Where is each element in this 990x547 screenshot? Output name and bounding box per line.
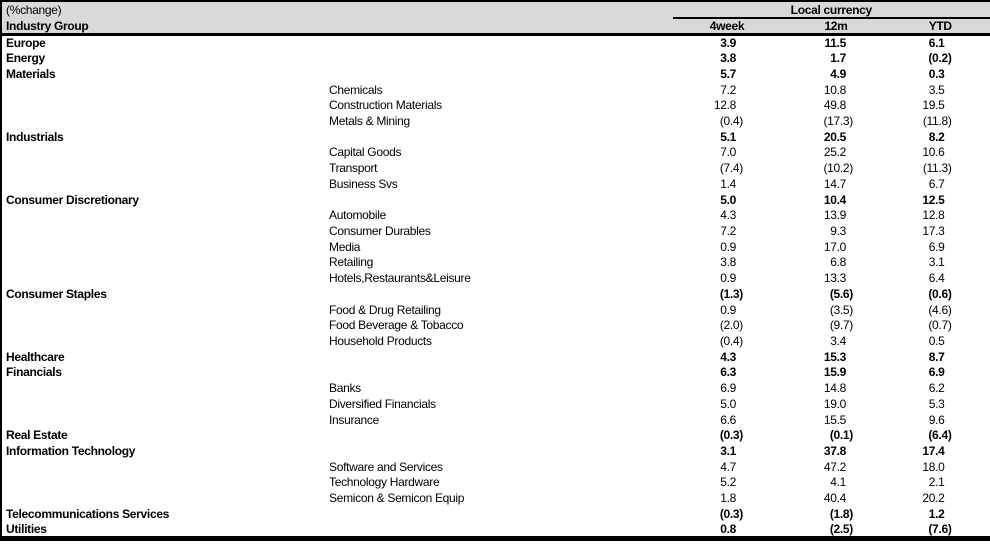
value-cell: 17.4 — [922, 444, 945, 459]
table-row — [1, 380, 990, 396]
value-cell: (0.4) — [719, 334, 743, 349]
table-row — [1, 50, 990, 66]
industry-group-cell — [1, 97, 323, 113]
value-cell: 4.9 — [830, 66, 846, 81]
value-cell: (7.4) — [719, 161, 743, 176]
value-cell: 0.9 — [720, 271, 736, 286]
value-cell: 11.5 — [824, 36, 846, 51]
value-cell: 15.9 — [823, 365, 846, 380]
table-row — [1, 66, 990, 82]
value-cell: 14.8 — [823, 381, 846, 396]
industry-group-cell — [1, 490, 323, 506]
sub-industry-cell — [323, 427, 673, 443]
industry-group-cell — [1, 82, 323, 98]
value-cell: (0.6) — [928, 286, 952, 301]
value-cell: 4.7 — [720, 459, 736, 474]
table-row — [1, 192, 990, 208]
sub-industry-cell — [323, 349, 673, 365]
table-row — [1, 35, 990, 51]
industry-group-cell: Utilities — [6, 521, 47, 536]
sub-industry-cell — [323, 522, 673, 539]
value-cell: 49.8 — [823, 98, 846, 113]
value-cell: 8.7 — [928, 349, 945, 364]
value-cell: 3.8 — [720, 51, 736, 66]
sub-industry-cell — [323, 286, 673, 302]
value-cell: 17.3 — [922, 223, 945, 238]
value-cell: 37.8 — [823, 444, 846, 459]
table-row — [1, 412, 990, 428]
sub-industry-cell — [323, 35, 673, 51]
industry-group-cell — [1, 160, 323, 176]
table-row — [1, 443, 990, 459]
value-cell: (1.3) — [719, 286, 743, 301]
value-cell: 3.5 — [928, 82, 945, 97]
sub-industry-cell — [323, 506, 673, 522]
sub-industry-cell: Metals & Mining — [329, 113, 410, 128]
sub-industry-cell: Transport — [329, 161, 378, 176]
sub-industry-cell — [323, 66, 673, 82]
value-cell: (0.3) — [719, 428, 743, 443]
percent-change-label: (%change) — [6, 3, 62, 17]
industry-group-cell — [1, 223, 323, 239]
value-cell: 25.2 — [823, 145, 846, 160]
value-cell: 6.9 — [720, 381, 736, 396]
industry-group-cell: Information Technology — [6, 444, 136, 459]
value-cell: (0.1) — [829, 428, 853, 443]
table-row — [1, 475, 990, 491]
value-cell: 0.8 — [720, 521, 736, 536]
value-cell: 4.3 — [720, 349, 736, 364]
value-cell: 5.3 — [928, 396, 945, 411]
sub-industry-cell: Food Beverage & Tobacco — [329, 318, 464, 333]
value-cell: (1.8) — [829, 506, 853, 521]
value-cell: 15.3 — [823, 349, 846, 364]
sub-industry-cell: Media — [329, 239, 361, 254]
value-cell: 10.6 — [922, 145, 945, 160]
table-row — [1, 239, 990, 255]
industry-group-cell — [1, 302, 323, 318]
sub-industry-cell — [323, 443, 673, 459]
currency-header-row — [1, 1, 990, 18]
sub-industry-cell — [323, 129, 673, 145]
table-row — [1, 427, 990, 443]
value-cell: 20.5 — [823, 129, 846, 144]
sub-industry-cell: Insurance — [329, 412, 379, 427]
value-cell: 6.2 — [928, 381, 945, 396]
table-row — [1, 349, 990, 365]
value-cell: 6.3 — [720, 365, 736, 380]
sub-industry-cell: Chemicals — [329, 82, 383, 97]
table-row — [1, 113, 990, 129]
value-cell: (0.7) — [928, 318, 952, 333]
value-cell: 6.8 — [830, 255, 846, 270]
industry-group-cell: Healthcare — [6, 349, 65, 364]
value-cell: (0.2) — [928, 51, 952, 66]
value-cell: 8.2 — [928, 129, 945, 144]
sub-industry-cell — [323, 192, 673, 208]
industry-group-cell — [1, 317, 323, 333]
value-cell: 4.3 — [720, 208, 736, 223]
industry-group-cell: Telecommunications Services — [6, 506, 170, 521]
table-row — [1, 223, 990, 239]
table-row — [1, 333, 990, 349]
sub-industry-cell: Automobile — [329, 208, 387, 223]
sub-industry-cell: Software and Services — [329, 459, 443, 474]
value-cell: 12.8 — [713, 98, 736, 113]
industry-group-cell — [1, 459, 323, 475]
value-cell: 3.1 — [720, 444, 736, 459]
table-row — [1, 396, 990, 412]
industry-group-cell — [1, 412, 323, 428]
value-cell: 47.2 — [823, 459, 846, 474]
sub-industry-cell: Construction Materials — [329, 98, 442, 113]
value-cell: 40.4 — [823, 491, 846, 506]
value-cell: 7.2 — [720, 223, 736, 238]
sub-industry-cell: Food & Drug Retailing — [329, 302, 441, 317]
table-row — [1, 82, 990, 98]
industry-group-cell: Industrials — [6, 129, 64, 144]
value-cell: 19.5 — [922, 98, 945, 113]
value-cell: 13.9 — [823, 208, 846, 223]
value-cell: 5.0 — [720, 192, 736, 207]
value-cell: 7.2 — [720, 82, 736, 97]
table-row — [1, 145, 990, 161]
value-cell: (7.6) — [928, 521, 952, 536]
value-cell: 20.2 — [922, 491, 945, 506]
industry-group-cell: Real Estate — [6, 428, 68, 443]
table-row — [1, 506, 990, 522]
value-cell: 10.8 — [823, 82, 846, 97]
table-body — [1, 35, 990, 539]
value-cell: 1.4 — [720, 176, 736, 191]
industry-group-cell — [1, 270, 323, 286]
table-row — [1, 160, 990, 176]
value-cell: (4.6) — [928, 302, 952, 317]
value-cell: 17.0 — [823, 239, 846, 254]
value-cell: 5.7 — [720, 66, 736, 81]
table-row — [1, 176, 990, 192]
industry-group-cell: Europe — [6, 36, 46, 51]
industry-group-cell — [1, 207, 323, 223]
value-cell: 4.1 — [830, 475, 846, 490]
industry-group-cell — [1, 333, 323, 349]
value-cell: 10.4 — [823, 192, 846, 207]
value-cell: 0.5 — [928, 334, 945, 349]
sub-industry-cell: Business Svs — [329, 176, 398, 191]
value-cell: (3.5) — [829, 302, 853, 317]
table-row — [1, 365, 990, 381]
table-row — [1, 207, 990, 223]
value-cell: (5.6) — [829, 286, 853, 301]
value-cell: 1.2 — [928, 506, 945, 521]
value-cell: 5.2 — [720, 475, 736, 490]
value-cell: 3.1 — [928, 255, 945, 270]
local-currency-header: Local currency — [673, 1, 990, 18]
column-header-ytd: YTD — [891, 18, 990, 35]
industry-group-cell: Consumer Discretionary — [6, 192, 139, 207]
sub-industry-cell: Banks — [329, 381, 361, 396]
column-header-12m: 12m — [781, 18, 891, 35]
value-cell: (17.3) — [823, 113, 853, 128]
value-cell: 9.6 — [928, 412, 945, 427]
value-cell: 1.8 — [720, 491, 736, 506]
value-cell: 6.7 — [928, 176, 945, 191]
table-row — [1, 255, 990, 271]
value-cell: 13.3 — [823, 271, 846, 286]
value-cell: 1.7 — [830, 51, 846, 66]
sub-industry-cell: Hotels,Restaurants&Leisure — [329, 271, 471, 286]
value-cell: 2.1 — [928, 475, 945, 490]
industry-group-cell: Energy — [6, 51, 45, 66]
value-cell: 6.9 — [928, 365, 945, 380]
sub-industry-cell: Consumer Durables — [329, 223, 431, 238]
industry-group-header: Industry Group — [1, 18, 673, 35]
value-cell: 15.5 — [823, 412, 846, 427]
table-row — [1, 459, 990, 475]
table-header — [1, 1, 990, 35]
value-cell: 3.8 — [720, 255, 736, 270]
value-cell: 0.9 — [720, 239, 736, 254]
value-cell: 7.0 — [720, 145, 736, 160]
sub-industry-cell: Household Products — [329, 334, 432, 349]
sub-industry-cell: Technology Hardware — [329, 475, 440, 490]
sub-industry-cell: Diversified Financials — [329, 396, 436, 411]
sub-industry-cell — [323, 50, 673, 66]
table-row — [1, 286, 990, 302]
industry-group-cell — [1, 145, 323, 161]
industry-group-cell — [1, 176, 323, 192]
table-row — [1, 129, 990, 145]
value-cell: 19.0 — [823, 396, 846, 411]
table-row — [1, 522, 990, 539]
table-row — [1, 317, 990, 333]
sub-industry-cell: Retailing — [329, 255, 373, 270]
value-cell: 6.4 — [928, 271, 945, 286]
sub-industry-cell: Capital Goods — [329, 145, 402, 160]
table-row — [1, 490, 990, 506]
value-cell: 12.8 — [922, 208, 945, 223]
value-cell: 5.1 — [720, 129, 736, 144]
industry-group-cell — [1, 396, 323, 412]
table-row — [1, 270, 990, 286]
value-cell: (0.3) — [719, 506, 743, 521]
column-header-row — [1, 18, 990, 35]
value-cell: 9.3 — [830, 223, 846, 238]
value-cell: (0.4) — [719, 113, 743, 128]
value-cell: 6.1 — [928, 36, 945, 51]
value-cell: (2.0) — [719, 318, 743, 333]
value-cell: (2.5) — [829, 521, 853, 536]
table-row — [1, 302, 990, 318]
industry-group-cell: Materials — [6, 66, 56, 81]
industry-group-cell: Financials — [6, 365, 62, 380]
sub-industry-cell: Semicon & Semicon Equip — [329, 491, 465, 506]
industry-group-cell: Consumer Staples — [6, 286, 107, 301]
industry-group-cell — [1, 255, 323, 271]
value-cell: 0.9 — [720, 302, 736, 317]
value-cell: (11.8) — [922, 113, 952, 128]
value-cell: 14.7 — [823, 176, 846, 191]
value-cell: 3.9 — [720, 36, 736, 51]
value-cell: 5.0 — [720, 396, 736, 411]
industry-group-cell — [1, 239, 323, 255]
value-cell: 12.5 — [922, 192, 945, 207]
value-cell: (11.3) — [922, 161, 952, 176]
value-cell: 0.3 — [928, 66, 945, 81]
table-row — [1, 97, 990, 113]
column-header-4week: 4week — [673, 18, 781, 35]
value-cell: 18.0 — [922, 459, 945, 474]
value-cell: (9.7) — [829, 318, 853, 333]
sub-industry-cell — [323, 365, 673, 381]
value-cell: 6.9 — [928, 239, 945, 254]
value-cell: (10.2) — [823, 161, 853, 176]
value-cell: 3.4 — [830, 334, 846, 349]
value-cell: 6.6 — [720, 412, 736, 427]
industry-group-cell — [1, 380, 323, 396]
industry-group-cell — [1, 113, 323, 129]
value-cell: (6.4) — [928, 428, 952, 443]
industry-group-cell — [1, 475, 323, 491]
